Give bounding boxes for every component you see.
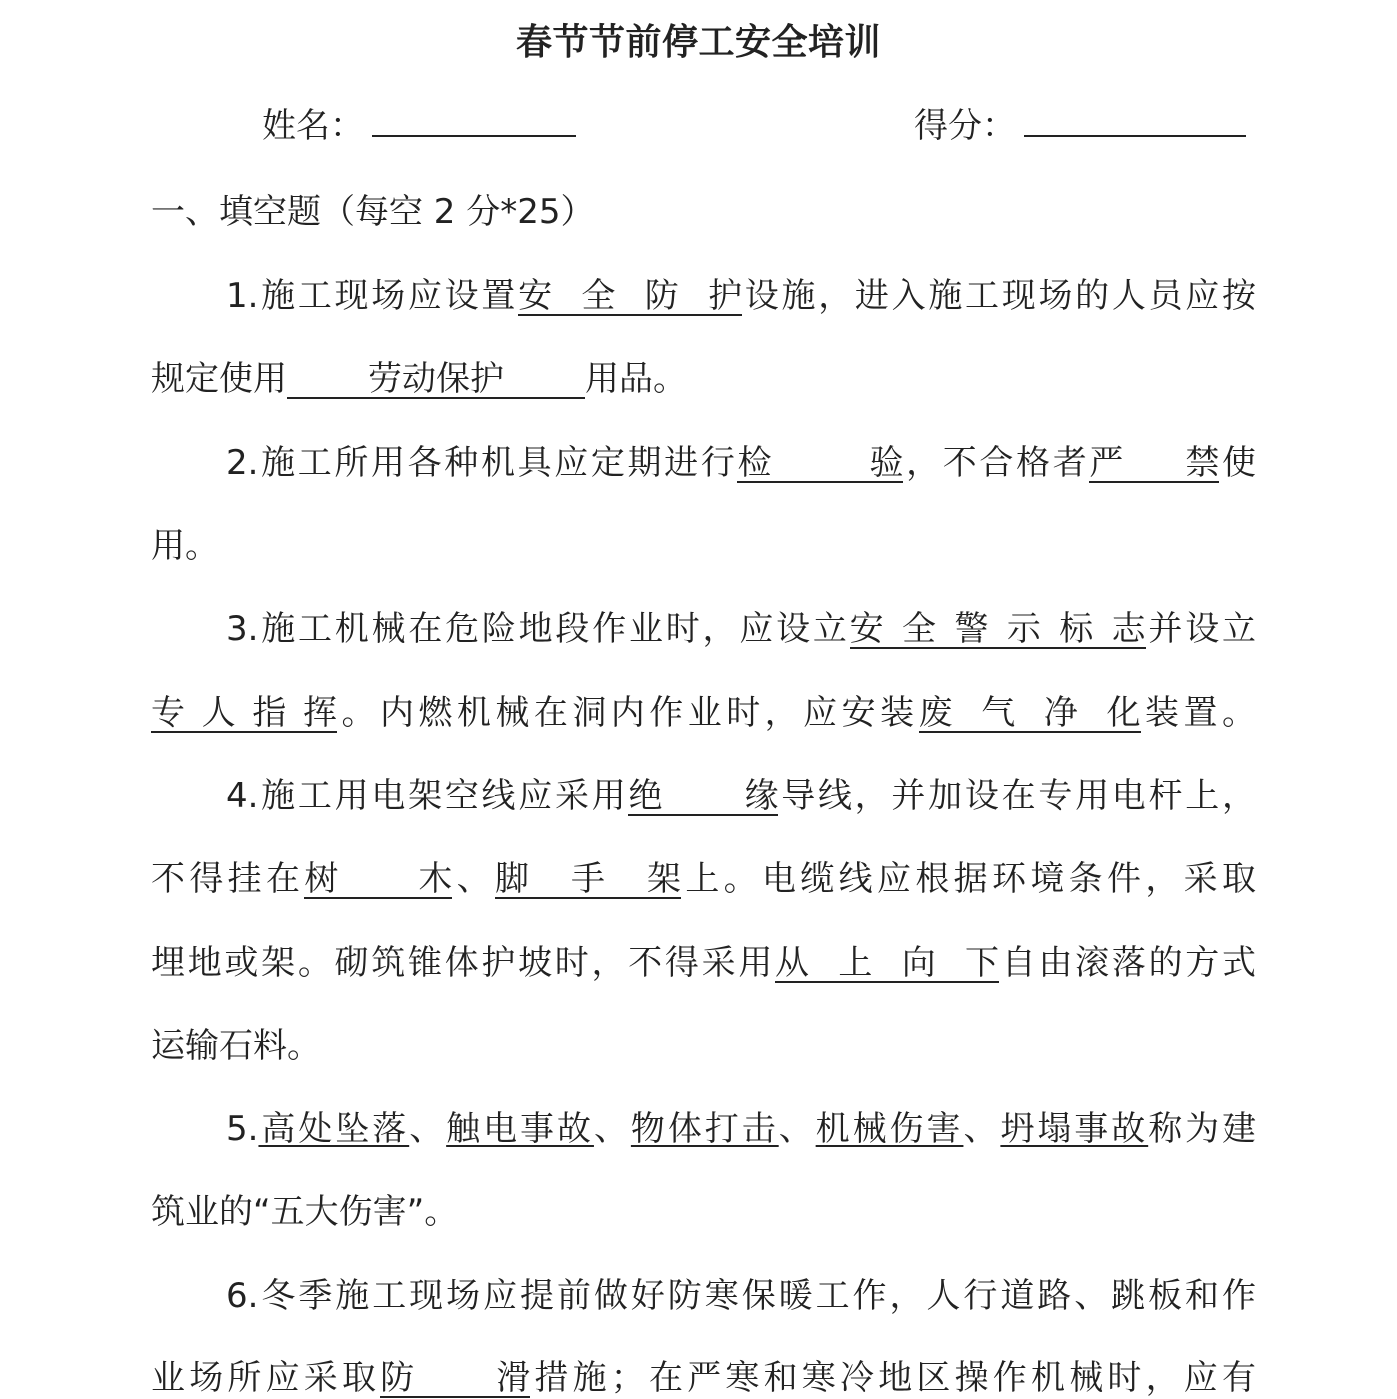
q2-text-3: 使	[1219, 443, 1257, 483]
q5-separator-4: 、	[963, 1109, 1001, 1149]
question-6-line-2	[151, 1350, 1256, 1399]
q5-answer-5: 坍塌事故	[1000, 1109, 1149, 1149]
name-blank[interactable]	[372, 99, 576, 137]
question-4-line-1	[226, 768, 1256, 817]
q4-text: 4.施工用电架空线应采用	[226, 776, 629, 816]
q3-text-2: 并设立	[1145, 609, 1256, 649]
q5-separator-1: 、	[409, 1109, 447, 1149]
question-3-line-2	[151, 685, 1256, 734]
q3-text-4: 装置。	[1140, 693, 1256, 733]
q4-answer-2: 树木	[304, 859, 453, 899]
q2-answer-2: 严禁	[1089, 443, 1220, 483]
name-field	[262, 98, 576, 147]
q4-answer-1: 绝缘	[628, 776, 779, 816]
document-title: 春节节前停工安全培训	[515, 21, 881, 63]
question-1-line-2	[151, 351, 687, 400]
q4-answer-3: 脚手架	[495, 859, 682, 899]
q3-answer-3: 废气净化	[918, 693, 1141, 733]
name-label: 姓名：	[262, 106, 364, 146]
score-blank[interactable]	[1024, 99, 1246, 137]
q3-answer-2: 专人指挥	[151, 693, 337, 733]
q6-text: 业场所应采取	[151, 1358, 381, 1398]
q6-answer-1: 防滑	[380, 1358, 531, 1398]
q4-text-6: 自由滚落的方式	[999, 943, 1257, 983]
q5-separator-3: 、	[778, 1109, 816, 1149]
question-5-line-1	[226, 1101, 1256, 1150]
question-1-line-1	[226, 268, 1256, 317]
q4-answer-4: 从上向下	[775, 943, 1000, 983]
q1-answer-2: 劳动保护	[287, 361, 585, 399]
q1-text-3: 规定使用	[151, 359, 287, 399]
q4-separator: 、	[452, 859, 496, 899]
q2-answer-1: 检验	[737, 443, 904, 483]
question-2-line-2: 用。	[151, 526, 219, 566]
section-heading: 一、填空题（每空 2 分*25）	[151, 192, 595, 232]
question-2-line-1	[226, 435, 1256, 484]
q3-text: 3.施工机械在危险地段作业时，应设立	[226, 609, 850, 649]
score-label: 得分：	[914, 106, 1016, 146]
q1-text-4: 用品。	[585, 359, 687, 399]
q2-text: 2.施工所用各种机具应定期进行	[226, 443, 738, 483]
q2-text-2: ，不合格者	[903, 443, 1090, 483]
q5-answer-3: 物体打击	[630, 1109, 779, 1149]
question-3-line-1	[226, 601, 1256, 650]
q4-text-4: 上。电缆线应根据环境条件，采取	[681, 859, 1257, 899]
question-5-line-2: 筑业的“五大伤害”。	[151, 1192, 459, 1232]
q3-answer-1: 安全警示标志	[849, 609, 1146, 649]
question-6-line-1: 6.冬季施工现场应提前做好防寒保暖工作，人行道路、跳板和作	[226, 1276, 1256, 1316]
q5-answer-1: 高处坠落	[258, 1109, 410, 1149]
q5-text: 称为建	[1148, 1109, 1257, 1149]
question-4-line-3	[151, 935, 1256, 984]
question-4-line-4: 运输石料。	[151, 1026, 321, 1066]
q4-text-3: 不得挂在	[151, 859, 305, 899]
q1-answer-1: 安全防护	[518, 276, 743, 316]
q4-text-5: 埋地或架。砌筑锥体护坡时，不得采用	[151, 943, 776, 983]
q5-answer-4: 机械伤害	[815, 1109, 964, 1149]
q3-text-3: 。内燃机械在洞内作业时，应安装	[337, 693, 919, 733]
question-4-line-2	[151, 851, 1256, 900]
score-field	[914, 98, 1246, 147]
q6-text-2: 措施；在严寒和寒冷地区操作机械时，应有	[530, 1358, 1257, 1398]
q1-text-2: 设施，进入施工现场的人员应按	[742, 276, 1256, 316]
q1-text: 1.施工现场应设置	[226, 276, 519, 316]
q5-answer-2: 触电事故	[446, 1109, 594, 1149]
q4-text-2: 导线，并加设在专用电杆上，	[778, 776, 1256, 816]
q5-separator-2: 、	[593, 1109, 631, 1149]
q5-number: 5.	[226, 1109, 259, 1149]
